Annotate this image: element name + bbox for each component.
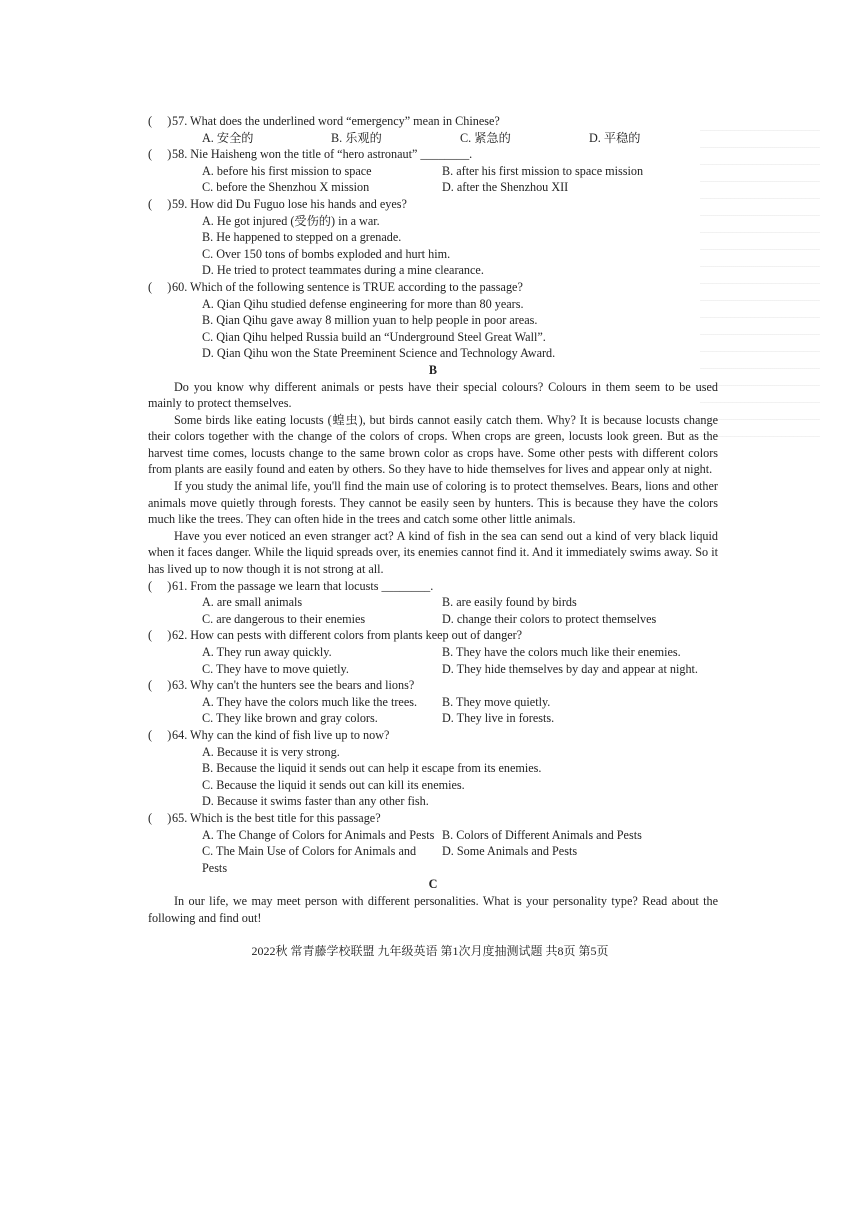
passage-paragraph: In our life, we may meet person with different personalities. What is your personality type? Read about the following and find out! [148,893,718,925]
answer-option: A. before his first mission to space [202,163,372,178]
answer-option: C. Qian Qihu helped Russia build an “Underground Steel Great Wall”. [202,329,546,344]
answer-option: A. The Change of Colors for Animals and Pests [202,827,435,842]
answer-option: A. 安全的 [202,130,254,145]
questions-part-b [148,578,718,877]
answer-option: A. Because it is very strong. [202,744,340,759]
bleed-through-shadow [700,130,820,450]
question-stem-line [148,146,718,163]
answer-options [148,130,718,147]
answer-option: A. They have the colors much like the trees. [202,694,418,709]
answer-option: A. They run away quickly. [202,645,332,659]
question-stem-line [148,810,718,827]
answer-option: B. Qian Qihu gave away 8 million yuan to help people in poor areas. [202,313,538,328]
answer-bracket: ( ) [148,727,172,742]
option-row [202,661,718,678]
questions-part-a [148,113,718,362]
passage-paragraph: If you study the animal life, you'll find the main use of coloring is to protect themselves. Bears, lions and other animals move quietly through forests. They cannot be easily seen by hunters. This is because they have the colors much like the trees. They can often hide in the trees and catch some other little animals. [148,479,718,527]
question-stem: 59. How did Du Fuguo lose his hands and eyes? [172,196,407,211]
answer-option: D. after the Shenzhou XII [442,180,569,195]
passage-paragraph: Do you know why different animals or pests have their special colours? Colours in them seem to be used mainly to protect themselves. [148,379,718,411]
passage-paragraph: Have you ever noticed an even stranger act? A kind of fish in the sea can send out a kind of very black liquid when it faces danger. While the liquid spreads over, its enemies cannot find it. And it immediately swims away. So it has lived up to now though it is not strong at all. [148,528,718,577]
answer-options [148,296,718,362]
answer-bracket: ( ) [148,678,172,693]
answer-option: B. Colors of Different Animals and Pests [442,827,642,842]
question-stem: 64. Why can the kind of fish live up to now? [172,727,390,742]
passage-paragraph: Some birds like eating locusts (蝗虫), but birds cannot easily catch them. Why? It is because locusts change their colors together with the change of the colors of crops. When crops are green, locusts look green. But as the harvest time comes, locusts change to the same brown color as crops have. Some other pests with different colors from plants are easily found and eaten by others. So they have to hide themselves for lives and appear only at night. [148,412,718,477]
answer-option: B. are easily found by birds [442,595,577,610]
answer-option: B. They have the colors much like their enemies. [442,645,681,659]
answer-options [148,694,718,727]
passage-c [148,893,718,926]
question-stem-line [148,279,718,296]
section-c-heading: C [428,877,438,892]
question-item [148,727,718,810]
option-row [202,594,718,611]
passage-b [148,379,718,578]
answer-bracket: ( ) [148,196,172,211]
answer-option: C. 紧急的 [460,130,511,145]
answer-option: A. Qian Qihu studied defense engineering for more than 80 years. [202,296,524,311]
question-stem: 57. What does the underlined word “emergency” mean in Chinese? [172,114,500,128]
question-stem-line [148,727,718,744]
answer-bracket: ( ) [148,578,172,593]
option-row [202,644,718,661]
answer-option: B. He happened to stepped on a grenade. [202,230,402,245]
option-row [202,163,718,180]
answer-options [148,827,718,877]
answer-options [148,594,718,627]
answer-bracket: ( ) [148,279,172,294]
question-stem-line [148,627,718,644]
answer-bracket: ( ) [148,147,172,162]
answer-options [148,213,718,279]
answer-option: D. Some Animals and Pests [442,844,578,859]
answer-option: D. They hide themselves by day and appear at night. [442,661,698,676]
answer-option: C. Because the liquid it sends out can kill its enemies. [202,777,465,792]
question-item [148,113,718,146]
question-stem-line [148,113,718,130]
question-stem-line [148,677,718,694]
option-row [202,827,718,844]
answer-option: C. The Main Use of Colors for Animals and Pests [202,844,417,875]
question-item [148,196,718,279]
answer-options [148,163,718,196]
answer-option: B. They move quietly. [442,694,551,709]
option-row [202,710,718,727]
option-row [202,694,718,711]
answer-option: C. Over 150 tons of bombs exploded and hurt him. [202,246,451,261]
answer-option: D. Because it swims faster than any other fish. [202,794,429,809]
answer-option: C. before the Shenzhou X mission [202,180,370,195]
answer-option: D. 平稳的 [589,130,641,145]
question-stem: 62. How can pests with different colors from plants keep out of danger? [172,628,523,643]
answer-option: D. They live in forests. [442,711,555,726]
question-stem: 58. Nie Haisheng won the title of “hero astronaut” ________. [172,147,473,162]
answer-bracket: ( ) [148,810,172,825]
option-row [202,179,718,196]
question-stem-line [148,196,718,213]
question-stem-line [148,578,718,595]
answer-option: C. They like brown and gray colors. [202,711,378,726]
answer-bracket: ( ) [148,114,172,128]
answer-option: B. Because the liquid it sends out can help it escape from its enemies. [202,761,542,776]
answer-option: B. 乐观的 [331,130,382,145]
answer-option: B. after his first mission to space mission [442,163,644,178]
question-item [148,810,718,876]
option-row [202,130,718,147]
answer-option: D. change their colors to protect themselves [442,611,657,626]
option-row [202,843,718,876]
answer-option: A. are small animals [202,595,303,610]
question-stem: 61. From the passage we learn that locusts ________. [172,578,434,593]
answer-option: C. They have to move quietly. [202,661,349,676]
answer-options [148,744,718,810]
answer-option: C. are dangerous to their enemies [202,611,366,626]
question-stem: 65. Which is the best title for this passage? [172,810,381,825]
question-item [148,279,718,362]
question-item [148,578,718,628]
answer-bracket: ( ) [148,628,172,643]
question-stem: 60. Which of the following sentence is TRUE according to the passage? [172,279,523,294]
question-item [148,677,718,727]
answer-option: D. He tried to protect teammates during a mine clearance. [202,263,484,278]
answer-option: A. He got injured (受伤的) in a war. [202,213,380,228]
section-b-heading: B [428,362,438,377]
option-row [202,611,718,628]
exam-content [148,113,718,926]
question-item [148,627,718,677]
answer-option: D. Qian Qihu won the State Preeminent Science and Technology Award. [202,346,556,361]
question-item [148,146,718,196]
answer-options [148,644,718,677]
page-footer: 2022秋 常青藤学校联盟 九年级英语 第1次月度抽测试题 共8页 第5页 [251,944,609,958]
question-stem: 63. Why can't the hunters see the bears and lions? [172,678,415,693]
